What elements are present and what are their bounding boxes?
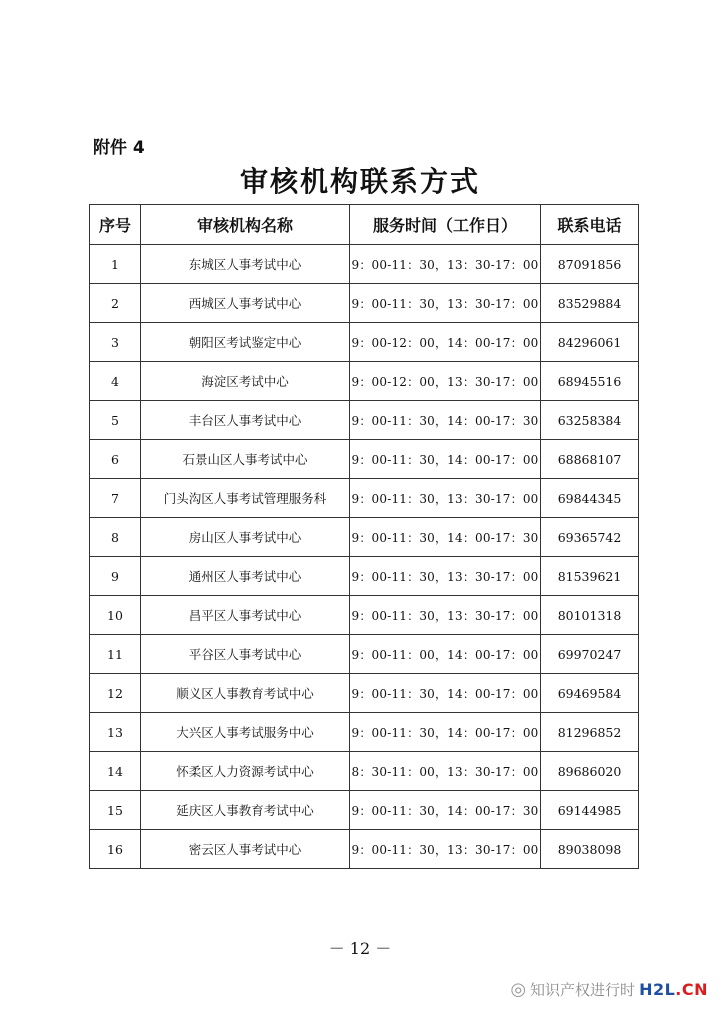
row-index: 12: [90, 674, 141, 713]
header-index: 序号: [90, 205, 141, 245]
agency-name: 怀柔区人力资源考试中心: [141, 752, 350, 791]
service-hours: 9：00-11：30，13：30-17：00: [350, 245, 541, 284]
attachment-label: 附件 4: [93, 138, 145, 158]
service-hours: 8：30-11：00，13：30-17：00: [350, 752, 541, 791]
table-row: [90, 674, 639, 713]
phone-number: 69365742: [541, 518, 639, 557]
header-phone: 联系电话: [541, 205, 639, 245]
header-agency-name: 审核机构名称: [141, 205, 350, 245]
document-title: 审核机构联系方式: [239, 165, 480, 198]
row-index: 7: [90, 479, 141, 518]
header-service-hours: 服务时间（工作日）: [350, 205, 541, 245]
phone-number: 69469584: [541, 674, 639, 713]
row-index: 15: [90, 791, 141, 830]
table-row: [90, 362, 639, 401]
agency-name: 东城区人事考试中心: [141, 245, 350, 284]
row-index: 8: [90, 518, 141, 557]
table-row: [90, 479, 639, 518]
row-index: 5: [90, 401, 141, 440]
agency-name: 石景山区人事考试中心: [141, 440, 350, 479]
service-hours: 9：00-11：30，13：30-17：00: [350, 479, 541, 518]
row-index: 13: [90, 713, 141, 752]
service-hours: 9：00-12：00，14：00-17：00: [350, 323, 541, 362]
table-row: [90, 518, 639, 557]
phone-number: 68945516: [541, 362, 639, 401]
table-row: [90, 791, 639, 830]
phone-number: 81539621: [541, 557, 639, 596]
page-number: － 12 －: [328, 939, 392, 958]
agency-name: 海淀区考试中心: [141, 362, 350, 401]
table-row: [90, 557, 639, 596]
phone-number: 69844345: [541, 479, 639, 518]
agency-name: 朝阳区考试鉴定中心: [141, 323, 350, 362]
table-row: [90, 284, 639, 323]
logo-part-2: .CN: [675, 979, 708, 999]
phone-number: 69144985: [541, 791, 639, 830]
row-index: 4: [90, 362, 141, 401]
agency-name: 丰台区人事考试中心: [141, 401, 350, 440]
service-hours: 9：00-11：30，14：00-17：30: [350, 791, 541, 830]
service-hours: 9：00-11：30，13：30-17：00: [350, 557, 541, 596]
phone-number: 89686020: [541, 752, 639, 791]
table-body: [90, 245, 639, 869]
row-index: 16: [90, 830, 141, 869]
row-index: 1: [90, 245, 141, 284]
service-hours: 9：00-11：30，14：00-17：00: [350, 674, 541, 713]
row-index: 3: [90, 323, 141, 362]
agency-name: 通州区人事考试中心: [141, 557, 350, 596]
phone-number: 68868107: [541, 440, 639, 479]
service-hours: 9：00-11：30，14：00-17：30: [350, 518, 541, 557]
table-row: [90, 830, 639, 869]
service-hours: 9：00-11：30，13：30-17：00: [350, 596, 541, 635]
table-row: [90, 401, 639, 440]
table-row: [90, 245, 639, 284]
phone-number: 81296852: [541, 713, 639, 752]
table-row: [90, 323, 639, 362]
agency-name: 延庆区人事教育考试中心: [141, 791, 350, 830]
row-index: 11: [90, 635, 141, 674]
service-hours: 9：00-11：30，14：00-17：00: [350, 440, 541, 479]
phone-number: 80101318: [541, 596, 639, 635]
agency-name: 大兴区人事考试服务中心: [141, 713, 350, 752]
service-hours: 9：00-11：30，14：00-17：00: [350, 713, 541, 752]
phone-number: 63258384: [541, 401, 639, 440]
agency-name: 门头沟区人事考试管理服务科: [141, 479, 350, 518]
watermark: [510, 976, 708, 1002]
phone-number: 69970247: [541, 635, 639, 674]
agency-name: 西城区人事考试中心: [141, 284, 350, 323]
agency-name: 平谷区人事考试中心: [141, 635, 350, 674]
wechat-icon: ◎: [510, 978, 527, 1000]
table-header-row: [90, 205, 639, 245]
row-index: 10: [90, 596, 141, 635]
table-row: [90, 596, 639, 635]
row-index: 6: [90, 440, 141, 479]
table-row: [90, 635, 639, 674]
service-hours: 9：00-12：00，13：30-17：00: [350, 362, 541, 401]
agency-name: 密云区人事考试中心: [141, 830, 350, 869]
phone-number: 89038098: [541, 830, 639, 869]
h2l-logo: [639, 980, 708, 999]
table-row: [90, 440, 639, 479]
phone-number: 84296061: [541, 323, 639, 362]
row-index: 9: [90, 557, 141, 596]
phone-number: 87091856: [541, 245, 639, 284]
contacts-table: [89, 204, 639, 869]
service-hours: 9：00-11：30，13：30-17：00: [350, 830, 541, 869]
watermark-text: 知识产权进行时: [530, 980, 636, 999]
row-index: 14: [90, 752, 141, 791]
agency-name: 顺义区人事教育考试中心: [141, 674, 350, 713]
table-row: [90, 752, 639, 791]
row-index: 2: [90, 284, 141, 323]
logo-part-1: H2L: [639, 979, 676, 999]
service-hours: 9：00-11：30，14：00-17：30: [350, 401, 541, 440]
service-hours: 9：00-11：00，14：00-17：00: [350, 635, 541, 674]
table-row: [90, 713, 639, 752]
service-hours: 9：00-11：30，13：30-17：00: [350, 284, 541, 323]
agency-name: 昌平区人事考试中心: [141, 596, 350, 635]
agency-name: 房山区人事考试中心: [141, 518, 350, 557]
phone-number: 83529884: [541, 284, 639, 323]
